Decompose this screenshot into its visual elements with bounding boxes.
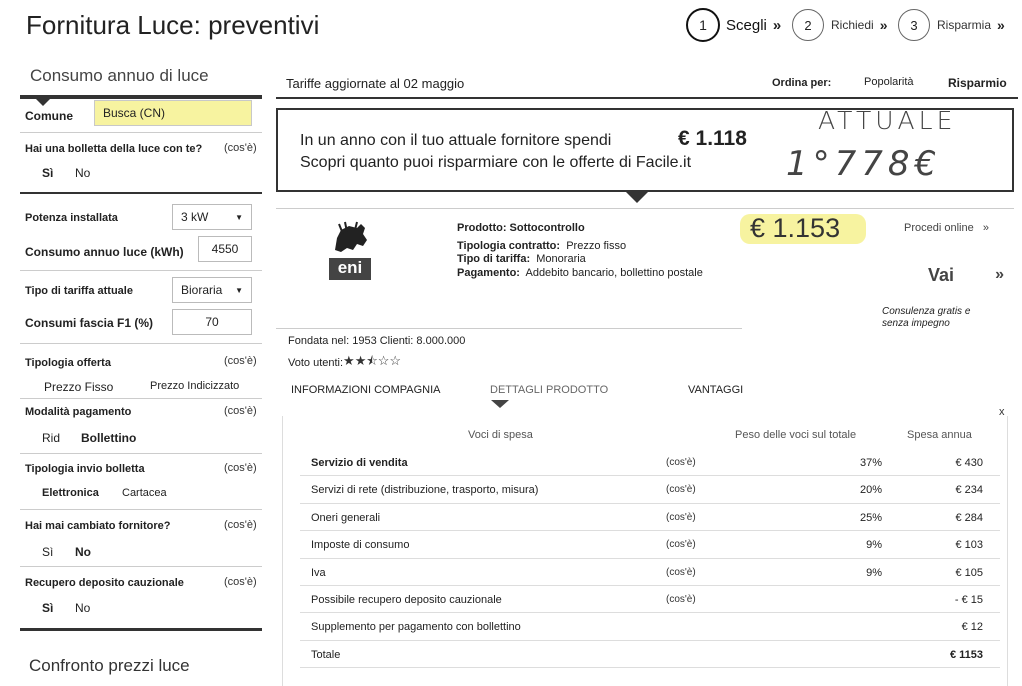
table-row (300, 559, 1000, 586)
handwritten-note-value: 1°778€ (786, 144, 942, 184)
bolletta-cose-link[interactable]: (cos'è) (224, 142, 257, 154)
row-peso: 9% (866, 539, 882, 552)
ordina-label: Ordina per: (772, 77, 832, 89)
offerta-option-fisso[interactable]: Prezzo Fisso (44, 380, 114, 394)
row-label: Servizio di vendita (311, 457, 408, 469)
cambiato-label: Hai mai cambiato fornitore? (25, 520, 171, 532)
user-rating (288, 352, 401, 373)
offerta-label: Tipologia offerta (25, 357, 111, 369)
divider (276, 208, 1014, 209)
sort-risparmio[interactable]: Risparmio (948, 76, 1007, 90)
star-empty-icon: ☆ (377, 353, 390, 368)
potenza-label: Potenza installata (25, 212, 118, 224)
consulenza-text: Consulenza gratis e senza impegno (882, 306, 971, 329)
sidebar-pointer (36, 99, 50, 106)
sidebar-bottom-bar (20, 628, 262, 631)
table-row (300, 586, 1000, 613)
step-3[interactable] (898, 9, 1005, 41)
star-half-icon: ⯪ (366, 354, 378, 368)
row-label: Possibile recupero deposito cauzionale (311, 594, 502, 606)
step-1-arrow: » (772, 16, 782, 34)
step-3-label: Risparmia (937, 18, 992, 32)
bolletta-label: Hai una bolletta della luce con te? (25, 143, 203, 155)
offer-contratto (457, 240, 626, 252)
row-peso: 9% (866, 566, 882, 579)
cambiato-option-no[interactable]: No (75, 545, 91, 559)
row-label: Iva (311, 566, 326, 579)
header-divider (276, 97, 1018, 99)
table-row (300, 504, 1000, 531)
step-1-circle: 1 (686, 8, 720, 42)
row-cose-link[interactable]: (cos'è) (666, 484, 696, 496)
invio-option-elettronica[interactable]: Elettronica (42, 487, 99, 499)
procedi-online-link[interactable] (904, 222, 989, 234)
divider (20, 343, 262, 344)
offer-tariffa (457, 253, 586, 265)
chevron-down-icon: ▼ (235, 285, 243, 295)
invio-cose-link[interactable]: (cos'è) (224, 462, 257, 474)
procedi-arrow-icon: » (982, 222, 990, 234)
deposito-option-no[interactable]: No (75, 601, 91, 615)
banner-pointer (626, 192, 648, 203)
offerta-option-indicizzato[interactable]: Prezzo Indicizzato (150, 380, 240, 392)
offerta-cose-link[interactable]: (cos'è) (224, 355, 257, 367)
tab-informazioni[interactable]: INFORMAZIONI COMPAGNIA (291, 384, 441, 396)
step-2-circle: 2 (792, 9, 824, 41)
row-spesa: - € 15 (954, 594, 983, 606)
page-title: Fornitura Luce: preventivi (26, 10, 320, 40)
deposito-cose-link[interactable]: (cos'è) (224, 576, 257, 588)
close-icon[interactable]: x (999, 406, 1005, 418)
divider (20, 509, 262, 510)
chevron-down-icon: ▼ (235, 212, 243, 222)
pagamento-option-bollettino[interactable]: Bollettino (81, 431, 137, 445)
row-label: Supplemento per pagamento con bollettino (311, 621, 521, 634)
row-label: Totale (311, 648, 341, 661)
company-info: Fondata nel: 1953 Clienti: 8.000.000 (288, 335, 466, 347)
tariffa-label: Tipo di tariffa attuale (25, 285, 133, 297)
row-spesa: € 284 (955, 511, 983, 524)
fascia-label: Consumi fascia F1 (%) (25, 316, 154, 330)
table-header-spesa: Spesa annua (907, 429, 972, 441)
banner-subtext: Scopri quanto puoi risparmiare con le offerte di Facile.it (300, 154, 692, 171)
vai-button[interactable] (928, 263, 1004, 287)
contratto-value: Prezzo fisso (566, 240, 627, 252)
table-row (300, 476, 1000, 503)
divider (20, 566, 262, 567)
pagamento-label: Modalità pagamento (25, 406, 132, 418)
divider (20, 453, 262, 454)
pagamento-offer-label: Pagamento: (457, 267, 520, 279)
row-spesa: € 12 (961, 621, 983, 634)
banner-text: In un anno con il tuo attuale fornitore spendi (300, 132, 612, 149)
row-spesa: € 103 (955, 539, 983, 552)
sidebar-top-bar (20, 95, 262, 99)
fascia-input[interactable] (172, 309, 252, 335)
offer-product (457, 222, 585, 234)
row-label: Oneri generali (311, 511, 381, 524)
divider (20, 398, 262, 399)
sidebar-title: Consumo annuo di luce (30, 66, 209, 85)
potenza-select[interactable] (172, 204, 252, 230)
row-spesa: € 430 (955, 457, 983, 469)
potenza-value: 3 kW (181, 210, 209, 224)
product-label: Prodotto: (457, 222, 507, 234)
tariffa-offer-label: Tipo di tariffa: (457, 253, 531, 265)
pagamento-offer-value: Addebito bancario, bollettino postale (525, 267, 703, 279)
eni-logo (327, 220, 373, 280)
tariffa-value: Bioraria (181, 283, 223, 297)
row-spesa: € 234 (955, 484, 983, 497)
invio-option-cartacea[interactable]: Cartacea (122, 487, 167, 499)
divider (276, 328, 742, 329)
row-spesa: € 1153 (949, 648, 983, 661)
divider (20, 132, 262, 133)
row-peso: 25% (859, 511, 882, 524)
row-peso: 20% (859, 484, 882, 497)
tab-dettagli[interactable]: DETTAGLI PRODOTTO (490, 384, 609, 396)
fascia-value: 70 (205, 315, 219, 329)
contratto-label: Tipologia contratto: (457, 240, 561, 252)
deposito-option-si[interactable]: Sì (42, 601, 54, 615)
offer-price: € 1.153 (750, 213, 841, 243)
comune-value: Busca (CN) (103, 106, 166, 120)
table-row (300, 531, 1000, 558)
row-peso: 37% (859, 457, 882, 469)
current-spend-banner (276, 108, 1014, 192)
comune-input[interactable] (94, 100, 252, 126)
rating-label: Voto utenti: (288, 356, 344, 369)
row-cose-link[interactable]: (cos'è) (666, 566, 696, 578)
sort-popolarita[interactable]: Popolarità (864, 76, 914, 88)
tariffe-date-text: Tariffe aggiornate al 02 maggio (286, 76, 465, 91)
row-label: Servizi di rete (distribuzione, trasporto, misura) (311, 484, 539, 497)
step-2-arrow: » (879, 17, 888, 33)
bolletta-option-si[interactable]: Sì (42, 166, 54, 180)
consumo-input[interactable] (198, 236, 252, 262)
consumo-value: 4550 (211, 242, 239, 256)
table-total-row (300, 641, 1000, 668)
invio-label: Tipologia invio bolletta (25, 463, 145, 475)
step-2[interactable] (792, 9, 887, 41)
product-value: Sottocontrollo (509, 222, 585, 234)
comune-label: Comune (25, 109, 73, 123)
tab-vantaggi[interactable]: VANTAGGI (688, 384, 744, 396)
handwritten-note-label: ATTUALE (818, 106, 957, 135)
step-3-arrow: » (997, 17, 1005, 33)
procedi-label: Procedi online (904, 222, 974, 234)
confronto-title: Confronto prezzi luce (29, 656, 190, 675)
step-2-label: Richiedi (831, 18, 874, 32)
pagamento-option-rid[interactable]: Rid (42, 431, 61, 445)
offer-pagamento (457, 267, 703, 279)
star-full-icon: ★ (343, 353, 355, 368)
table-header-peso: Peso delle voci sul totale (735, 429, 857, 441)
tariffa-select[interactable] (172, 277, 252, 303)
deposito-label: Recupero deposito cauzionale (25, 577, 184, 589)
row-cose-link[interactable]: (cos'è) (666, 457, 696, 468)
vai-label: Vai (928, 264, 955, 285)
table-row (300, 613, 1000, 640)
cambiato-cose-link[interactable]: (cos'è) (224, 519, 257, 531)
rating-stars (343, 352, 401, 373)
tariffa-offer-value: Monoraria (536, 253, 586, 265)
divider (20, 192, 262, 194)
star-full-icon: ★ (354, 353, 367, 368)
row-cose-link[interactable]: (cos'è) (666, 511, 696, 523)
star-empty-icon: ☆ (389, 353, 402, 368)
row-spesa: € 105 (955, 566, 983, 579)
divider (20, 270, 262, 271)
step-3-circle: 3 (898, 9, 930, 41)
active-tab-indicator (491, 400, 509, 408)
pagamento-cose-link[interactable]: (cos'è) (224, 405, 257, 417)
banner-current-price: € 1.118 (678, 127, 747, 150)
row-label: Imposte di consumo (311, 539, 410, 552)
eni-logo-text: eni (337, 258, 363, 277)
table-header-voci: Voci di spesa (468, 429, 533, 441)
row-cose-link[interactable]: (cos'è) (666, 594, 696, 605)
row-cose-link[interactable]: (cos'è) (666, 539, 696, 551)
step-1-label: Scegli (726, 16, 767, 34)
step-1[interactable] (686, 8, 781, 42)
vai-arrow-icon: » (995, 266, 1004, 283)
consumo-label: Consumo annuo luce (kWh) (25, 245, 184, 259)
table-row (300, 449, 1000, 476)
cambiato-option-si[interactable]: Sì (42, 545, 54, 559)
bolletta-option-no[interactable]: No (75, 166, 91, 180)
